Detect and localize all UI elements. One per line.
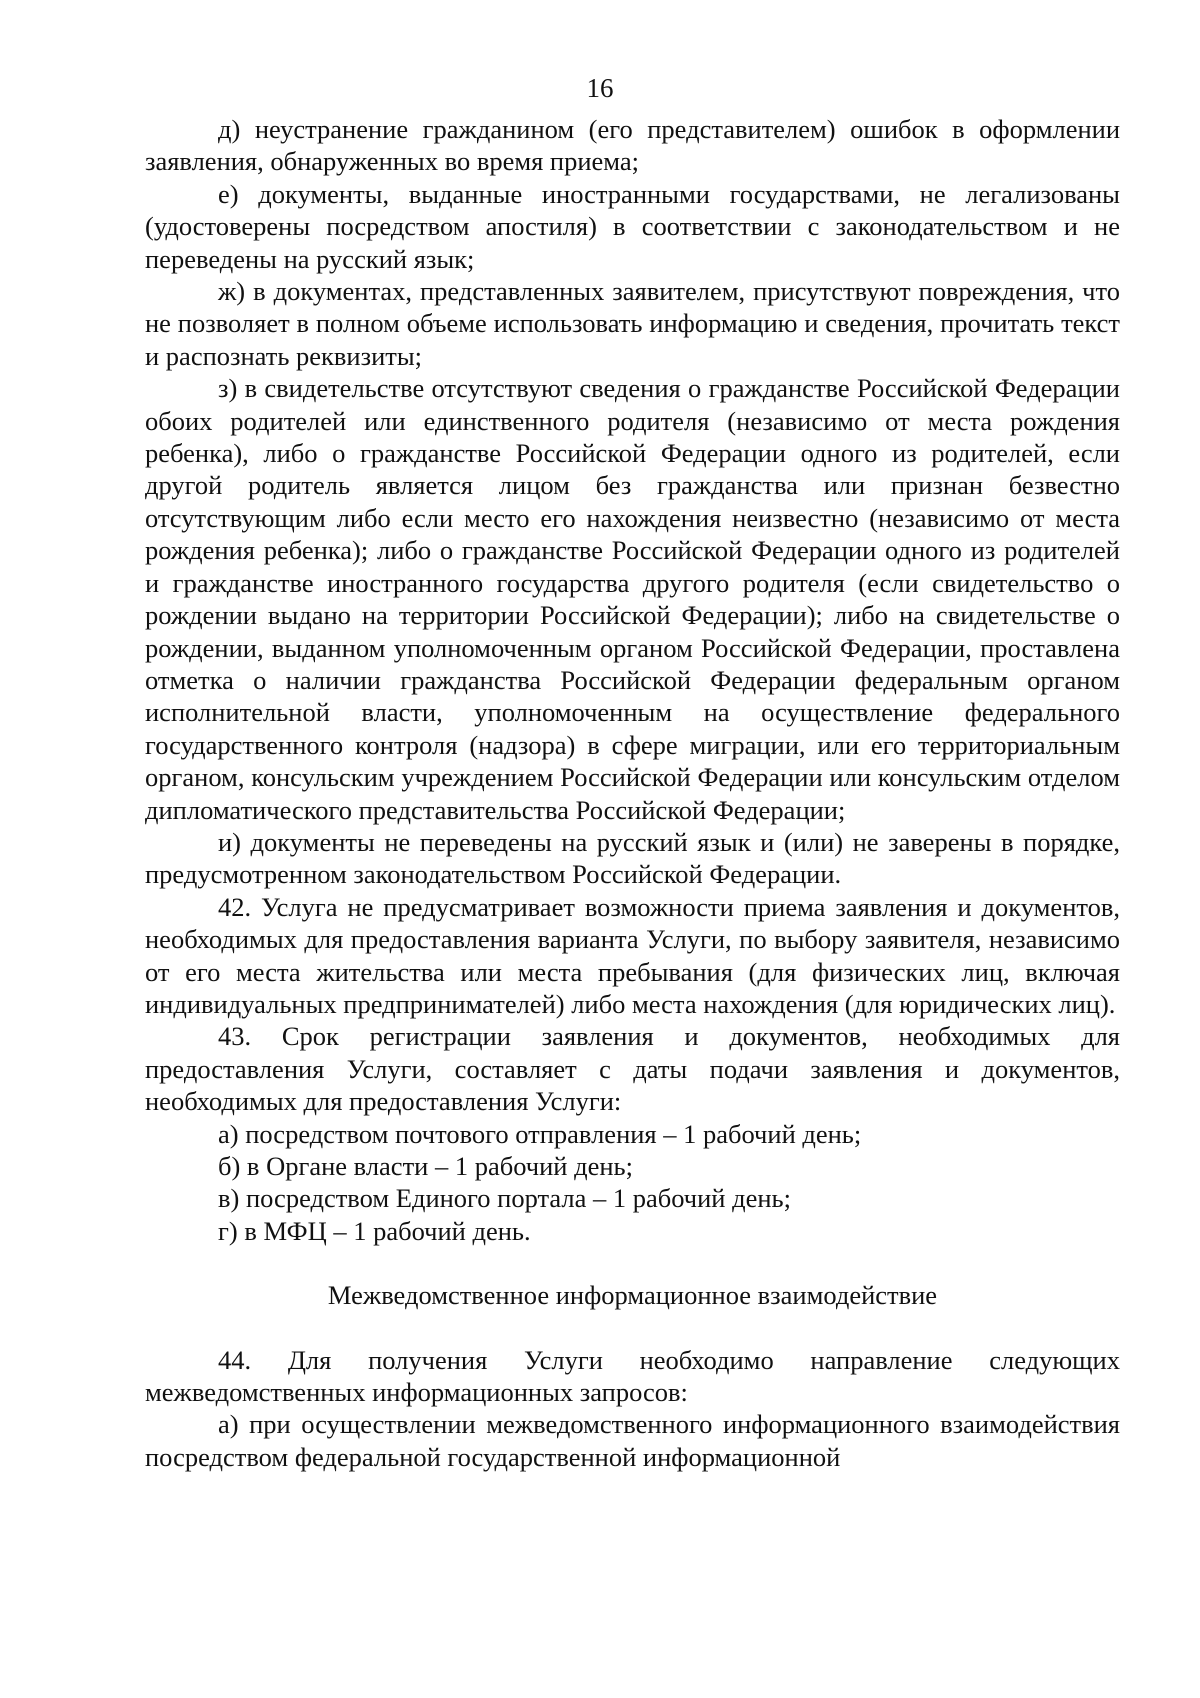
section-spacer xyxy=(145,1312,1120,1344)
section-title: Межведомственное информационное взаимодействие xyxy=(327,1280,938,1311)
paragraph-43-a: а) посредством почтового отправления – 1 рабочий день; xyxy=(218,1118,862,1149)
paragraph-42: 42. Услуга не предусматривает возможности приема заявления и документов, необходимых для предоставления варианта Услуги, по выбору заявителя, независимо от его места жительства или места пребывания (для физических лиц, включая индивидуальных предпринимателей) либо места нахождения (для юридических лиц). xyxy=(145,891,1120,1019)
paragraph-43: 43. Срок регистрации заявления и документов, необходимых для предоставления Услуги, составляет с даты подачи заявления и документов, необходимых для предоставления Услуги: xyxy=(145,1021,1120,1117)
paragraph-zh: ж) в документах, представленных заявителем, присутствуют повреждения, что не позволяет в полном объеме использовать информацию и сведения, прочитать текст и распознать реквизиты; xyxy=(145,276,1120,371)
section-spacer xyxy=(145,1247,1120,1279)
paragraph-43-v: в) посредством Единого портала – 1 рабочий день; xyxy=(218,1183,791,1214)
paragraph-44: 44. Для получения Услуги необходимо направление следующих межведомственных информационных запросов: xyxy=(145,1344,1120,1408)
paragraph-44-a: а) при осуществлении межведомственного информационного взаимодействия посредством федеральной государственной информационной xyxy=(145,1409,1120,1472)
paragraph-43-b: б) в Органе власти – 1 рабочий день; xyxy=(218,1151,633,1181)
page-number: 16 xyxy=(586,73,614,103)
paragraph-d: д) неустранение гражданином (его представителем) ошибок в оформлении заявления, обнаруженных во время приема; xyxy=(145,114,1120,177)
paragraph-e: е) документы, выданные иностранными государствами, не легализованы (удостоверены посредством апостиля) в соответствии с законодательством и не переведены на русский язык; xyxy=(145,178,1120,274)
paragraph-i: и) документы не переведены на русский язык и (или) не заверены в порядке, предусмотренном законодательством Российской Федерации. xyxy=(145,826,1120,890)
paragraph-43-g: г) в МФЦ – 1 рабочий день. xyxy=(218,1215,531,1246)
paragraph-z: з) в свидетельстве отсутствуют сведения о гражданстве Российской Федерации обоих родителей или единственного родителя (независимо от места рождения ребенка), либо о гражданстве Российской Федерации одного из родителей, если другой родитель является лицом без гражданства или признан безвестно отсутствующим либо если место его нахождения неизвестно (независимо от места рождения ребенка); либо о гражданстве Российской Федерации одного из родителей и гражданстве иностранного государства другого родителя (если свидетельство о рождении выдано на территории Российской Федерации); либо на свидетельстве о рождении, выданном уполномоченным органом Российской Федерации, проставлена отметка о наличии гражданства Российской Федерации федеральным органом исполнительной власти, уполномоченным на осуществление федерального государственного контроля (надзора) в сфере миграции, или его территориальным органом, консульским учреждением Российской Федерации или консульским отделом дипломатического представительства Российской Федерации; xyxy=(145,373,1120,825)
document-body xyxy=(145,113,1120,1473)
